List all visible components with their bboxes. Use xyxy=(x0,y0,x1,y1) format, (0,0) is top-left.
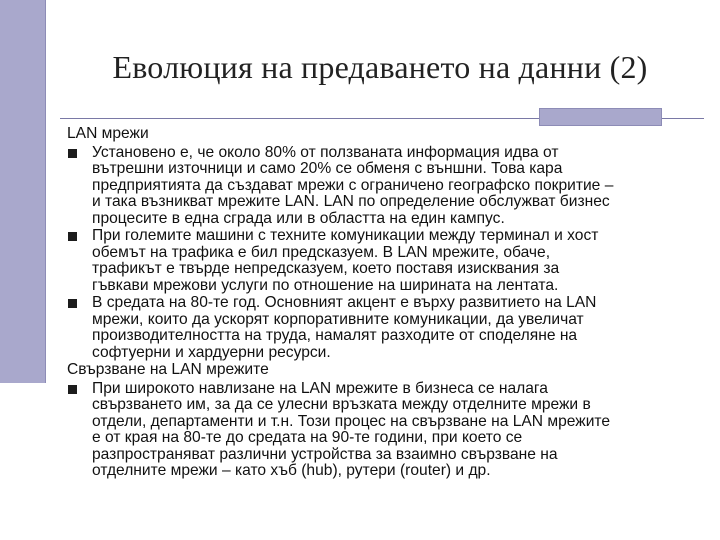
bullet-line: отдели, департаменти и т.н. Този процес на свързване на LAN мрежите xyxy=(92,412,611,430)
bullet-line: разпространяват различни устройства за взаимно свързване на xyxy=(92,445,558,463)
bullet-line: Установено е, че около 80% от ползваната информация идва от xyxy=(92,143,559,161)
slide-title: Еволюция на предаването на данни (2) xyxy=(112,49,648,85)
bullet-line: и така възникват мрежите LAN. LAN по определение обслужват бизнес xyxy=(92,193,610,210)
bullet-line: При широкото навлизане на LAN мрежите в бизнеса се налага xyxy=(92,379,548,397)
bullet-line: трафикът е твърде непредсказуем, което поставя изисквания за xyxy=(92,260,560,277)
bullet-line: свързването им, за да се улесни връзката между отделните мрежи в xyxy=(92,396,591,413)
bullet-line: е от края на 80-те до средата на 90-те години, при което се xyxy=(92,429,523,446)
square-bullet-icon xyxy=(68,232,77,241)
square-bullet-icon xyxy=(68,149,77,158)
bullet-line: обемът на трафика е бил предсказуем. В LAN мрежите, обаче, xyxy=(92,243,551,261)
bullet-line: производителността на труда, намалят разходите от споделяне на xyxy=(92,327,578,344)
section-heading-lan: LAN мрежи xyxy=(67,125,149,142)
section-heading-lan-interconnect: Свързване на LAN мрежите xyxy=(67,361,269,378)
bullet-line: При големите машини с техните комуникации между терминал и хост xyxy=(92,227,599,244)
bullet-line: софтуерни и хардуерни ресурси. xyxy=(92,343,331,361)
bullet-line: предприятията да създават мрежи с ограничено географско покритие – xyxy=(92,176,614,194)
bullet-item xyxy=(67,381,707,480)
bullet-line: гъвкави мрежови услуги по отношение на ширината на лентата. xyxy=(92,276,559,294)
bullet-line: В средата на 80-те год. Основният акцент е върху развитието на LAN xyxy=(92,294,597,311)
bullet-line: вътрешни източници и само 20% се обменя с външни. Това кара xyxy=(92,160,563,177)
bullet-item xyxy=(67,295,707,361)
bullet-item xyxy=(67,145,707,228)
bullet-line: процесите в една сграда или в областта на един кампус. xyxy=(92,209,505,227)
left-accent-bar xyxy=(0,0,46,383)
slide-content xyxy=(67,126,707,481)
title-accent-tab xyxy=(539,108,662,126)
bullet-line: мрежи, които да ускорят корпоративните комуникации, да увеличат xyxy=(92,310,584,328)
square-bullet-icon xyxy=(68,299,77,308)
bullet-item xyxy=(67,228,707,294)
bullet-line: отделните мрежи – като хъб (hub), рутери (router) и др. xyxy=(92,462,491,479)
square-bullet-icon xyxy=(68,385,77,394)
